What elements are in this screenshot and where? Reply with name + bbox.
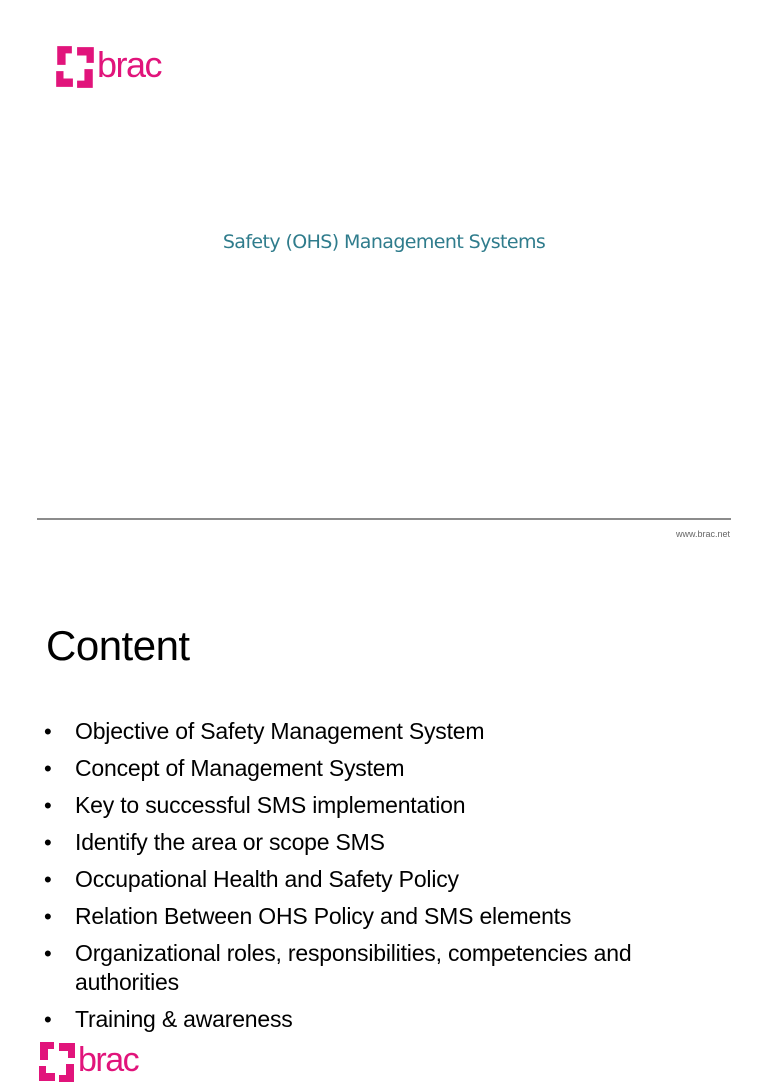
content-list	[44, 717, 724, 1042]
brac-wordmark: brac	[97, 44, 162, 85]
bullet-mark: •	[44, 1007, 52, 1032]
bullet-mark: •	[44, 719, 52, 744]
bullet-mark: •	[44, 867, 52, 892]
list-item-text: Concept of Management System	[75, 755, 405, 781]
slide-divider	[37, 518, 731, 520]
list-item	[44, 791, 724, 820]
content-slide	[0, 518, 768, 1079]
bullet-mark: •	[44, 941, 52, 966]
bullet-mark: •	[44, 756, 52, 781]
list-item	[44, 717, 724, 746]
list-item	[44, 1005, 724, 1034]
website-url: www.brac.net	[675, 529, 730, 539]
list-item-text: Occupational Health and Safety Policy	[75, 866, 459, 892]
brac-pinwheel-icon	[37, 1040, 77, 1084]
list-item	[44, 902, 724, 931]
bullet-mark: •	[44, 904, 52, 929]
brac-logo	[54, 44, 161, 90]
list-item	[44, 828, 724, 857]
slide-title: Safety (OHS) Management Systems	[222, 231, 546, 253]
list-item-text: Training & awareness	[75, 1006, 293, 1032]
list-item-text: Key to successful SMS implementation	[75, 792, 466, 818]
list-item-text: Objective of Safety Management System	[75, 718, 485, 744]
list-item-text: Relation Between OHS Policy and SMS elements	[75, 903, 572, 929]
brac-logo	[37, 1040, 138, 1084]
list-item	[44, 754, 724, 783]
list-item-text: Organizational roles, responsibilities, competencies and authorities	[75, 940, 632, 995]
list-item	[44, 939, 724, 997]
title-slide	[0, 0, 768, 518]
list-item-text: Identify the area or scope SMS	[75, 829, 385, 855]
content-heading: Content	[46, 622, 190, 669]
brac-pinwheel-icon	[54, 44, 96, 90]
list-item	[44, 865, 724, 894]
bullet-mark: •	[44, 793, 52, 818]
bullet-mark: •	[44, 830, 52, 855]
brac-wordmark: brac	[78, 1041, 139, 1079]
